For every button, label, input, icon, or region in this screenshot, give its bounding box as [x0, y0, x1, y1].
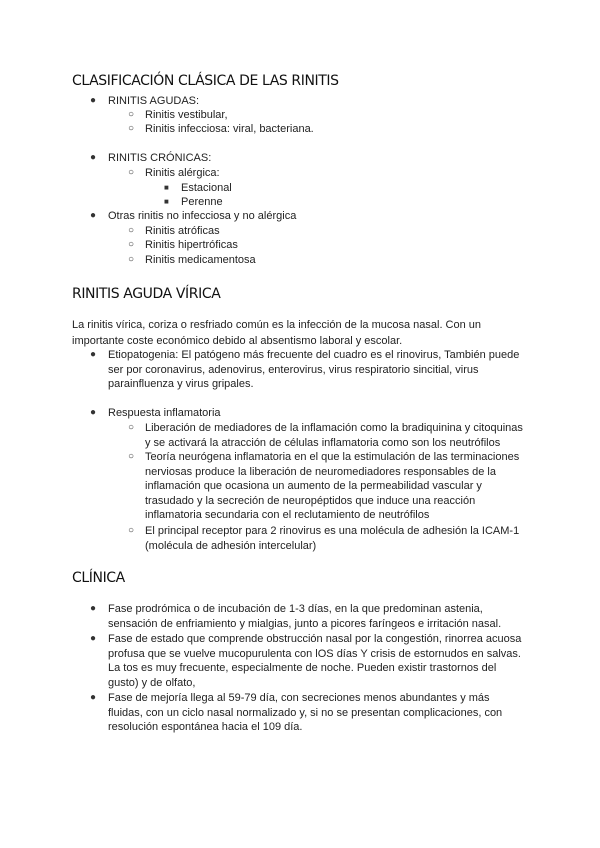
- list-item: Liberación de mediadores de la inflamación como la bradiquinina y citoquinas y se activará la atracción de células inflamatoria como son los neutrófilos: [145, 422, 523, 449]
- list-item: Fase de mejoría llega al 59-79 día, con secreciones menos abundantes y más fluidas, con un ciclo nasal normalizado y, si no se presentan complicaciones, con resolución espontánea hacia el 109 día.: [108, 692, 503, 734]
- bullet-disc: ●: [90, 210, 97, 221]
- list-item: Estacional: [181, 182, 232, 194]
- list-item: Rinitis hipertróficas: [145, 239, 238, 251]
- bullet-circle: ○: [128, 225, 135, 236]
- bullet-disc: ●: [90, 152, 97, 163]
- bullet-disc: ●: [90, 633, 97, 644]
- list-item: Perenne: [181, 196, 223, 208]
- section-title-clasificacion: CLASIFICACIÓN CLÁSICA DE LAS RINITIS: [72, 73, 339, 89]
- bullet-disc: ●: [90, 603, 97, 614]
- bullet-circle: ○: [128, 451, 135, 462]
- bullet-disc: ●: [90, 349, 97, 360]
- bullet-circle: ○: [128, 422, 135, 433]
- list-item-etiopatogenia: Etiopatogenia: El patógeno más frecuente del cuadro es el rinovirus, También puede ser por coronavirus, adenovirus, enterovirus, virus respiratorio sincitial, virus parainfluenza y virus gripales.: [108, 349, 520, 391]
- bullet-circle: ○: [128, 525, 135, 536]
- list-item: El principal receptor para 2 rinovirus es una molécula de adhesión la ICAM-1 (molécula de adhesión intercelular): [145, 525, 520, 552]
- intro-paragraph: La rinitis vírica, coriza o resfriado común es la infección de la mucosa nasal. Con un importante coste económico debido al absentismo laboral y escolar.: [72, 319, 482, 347]
- list-item: Fase de estado que comprende obstrucción nasal por la congestión, rinorrea acuosa profusa que se vuelve mucopurulenta con lOS días Y crisis de estornudos en salvas. La tos es muy frecuente, especialmente de noche. Pueden existir trastornos del gusto) y de olfato,: [108, 633, 522, 689]
- bullet-circle: ○: [128, 167, 135, 178]
- bullet-circle: ○: [128, 239, 135, 250]
- list-item: Rinitis infecciosa: viral, bacteriana.: [145, 123, 314, 135]
- list-item-respuesta: Respuesta inflamatoria: [108, 407, 221, 419]
- section-title-clinica: CLÍNICA: [72, 570, 125, 586]
- list-item: Teoría neurógena inflamatoria en el que la estimulación de las terminaciones nerviosas produce la liberación de neuromediadores responsables de la inflamación que ocasiona un aumento de la permeabilidad vascular y trasudado y la secreción de neuropéptidos que induce una reacción inflamatoria secundaria con el reclutamiento de neutrófilos: [145, 451, 520, 522]
- bullet-circle: ○: [128, 123, 135, 134]
- list-item: Fase prodrómica o de incubación de 1-3 días, en la que predominan astenia, sensación de enfriamiento y mialgias, junto a picores faríngeos e irritación nasal.: [108, 603, 502, 630]
- bullet-square: ■: [164, 183, 169, 192]
- list-item: Rinitis alérgica:: [145, 167, 220, 179]
- list-item-agudas: RINITIS AGUDAS:: [108, 95, 200, 107]
- bullet-circle: ○: [128, 254, 135, 265]
- list-item: Rinitis medicamentosa: [145, 254, 256, 266]
- list-item-cronicas: RINITIS CRÓNICAS:: [108, 152, 212, 164]
- list-item: Rinitis atróficas: [145, 225, 220, 237]
- bullet-disc: ●: [90, 692, 97, 703]
- bullet-disc: ●: [90, 407, 97, 418]
- section-title-aguda-virica: RINITIS AGUDA VÍRICA: [72, 286, 221, 302]
- bullet-disc: ●: [90, 95, 97, 106]
- list-item: Rinitis vestibular,: [145, 109, 228, 121]
- list-item-otras: Otras rinitis no infecciosa y no alérgica: [108, 210, 297, 222]
- bullet-circle: ○: [128, 109, 135, 120]
- bullet-square: ■: [164, 197, 169, 206]
